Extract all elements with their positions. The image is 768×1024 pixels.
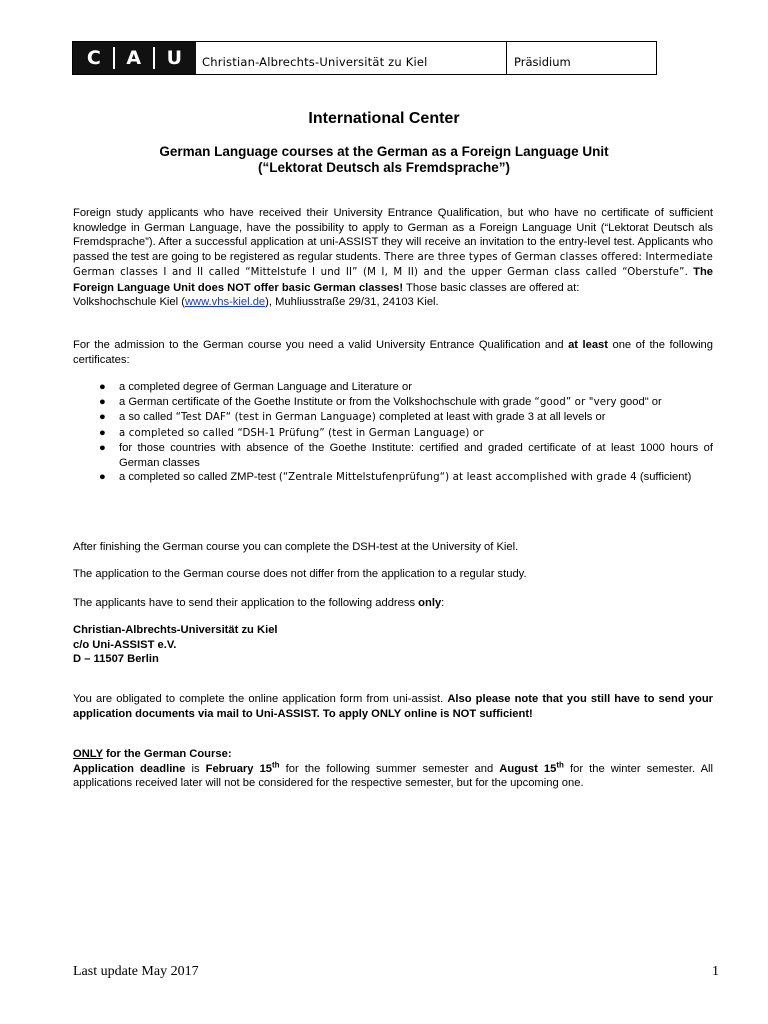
- intro-text: Foreign study applicants who have received their University Entrance Qualification, but who have no certificate of sufficient knowledge in German Language, have the possibility to apply to German as a Foreign Language Unit (“Lektorat Deutsch als Fremdsprache”). After a successful application at uni-ASSIST they will receive an invitation to the entry-level test. Applicants who passed the test are going to be registered as regular students.: [73, 207, 713, 263]
- deadline-paragraph: [73, 747, 713, 791]
- ordinal-suffix: th: [556, 759, 564, 769]
- list-item-text: a completed degree of German Language and Literature or: [119, 381, 412, 393]
- obligation-paragraph: [73, 692, 713, 721]
- page-title: International Center: [308, 110, 460, 127]
- at-least-emphasis: at least: [568, 339, 608, 351]
- send-paragraph: [73, 596, 713, 611]
- bullet-icon: ●: [99, 426, 106, 439]
- logo-divider: [153, 47, 155, 69]
- address-line-2: c/o Uni-ASSIST e.V.: [73, 638, 177, 651]
- logo-divider: [113, 47, 115, 69]
- after-course-paragraph: After finishing the German course you can complete the DSH-test at the University of Kiel.: [73, 541, 519, 553]
- list-item-text: for those countries with absence of the Goethe Institute: certified and graded certificate of at least 1000 hours of German classes: [119, 442, 713, 469]
- send-text: The applicants have to send their application to the following address: [73, 597, 416, 609]
- vhs-link[interactable]: www.vhs-kiel.de: [184, 296, 266, 308]
- no-basic-classes-notice: The Foreign Language Unit does NOT offer basic German classes!: [73, 266, 714, 294]
- list-item: [73, 426, 713, 442]
- mail-required-notice: Also please note that you still have to send your application documents via mail to Uni-ASSIST. To apply ONLY online is NOT sufficient!: [73, 693, 714, 720]
- logo-letter-c: C: [86, 47, 101, 69]
- list-item: [73, 410, 713, 426]
- address-line-1: Christian-Albrechts-Universität zu Kiel: [73, 624, 278, 636]
- deadline-heading-rest: for the German Course:: [105, 748, 232, 760]
- obligation-text: You are obligated to complete the online application form from uni-assist.: [73, 693, 444, 705]
- list-item-text: a completed so called ZMP-test: [119, 471, 276, 483]
- deadline-heading: [73, 747, 713, 762]
- mailing-address: [73, 623, 713, 667]
- ordinal-suffix: th: [272, 759, 280, 769]
- deadline-is: is: [191, 762, 200, 775]
- office-name: Präsidium: [514, 55, 571, 69]
- logo-letter-u: U: [166, 47, 183, 69]
- admission-text: For the admission to the German course you need a valid University Entrance Qualification and: [73, 339, 564, 351]
- winter-deadline-date: August 15: [499, 762, 557, 775]
- deadline-label: Application deadline: [73, 762, 186, 775]
- send-colon: :: [441, 597, 445, 609]
- winter-deadline: [499, 759, 564, 775]
- list-item: [73, 470, 713, 486]
- bullet-icon: ●: [99, 471, 106, 483]
- list-item-text-end: (sufficient): [639, 471, 692, 483]
- deadline-end-text: for the winter semester. All applications received later will not be considered for the respective semester, but for the upcoming one.: [73, 762, 714, 789]
- summer-deadline: [205, 759, 280, 775]
- certificate-list: [73, 380, 713, 486]
- bullet-icon: ●: [99, 442, 106, 454]
- list-item-text-testdaf: “Test DAF“ (test in German Language): [175, 412, 376, 423]
- admission-text-end: one of the following certificates:: [73, 339, 714, 366]
- logo-letter-a: A: [126, 47, 142, 69]
- address-line-3: D – 11507 Berlin: [73, 653, 159, 665]
- cau-logo: [73, 42, 196, 74]
- vhs-address: ), Muhliusstraße 29/31, 24103 Kiel.: [265, 296, 439, 308]
- summer-deadline-date: February 15: [205, 762, 273, 775]
- list-item-text: a so called: [119, 411, 173, 423]
- list-item-text-end: good" or: [619, 395, 662, 408]
- only-emphasis: only: [418, 597, 442, 609]
- bullet-icon: ●: [99, 411, 106, 423]
- bullet-icon: ●: [99, 395, 106, 408]
- letterhead: [72, 41, 657, 75]
- list-item: [73, 441, 713, 470]
- application-paragraph: The application to the German course does not differ from the application to a regular study.: [73, 568, 527, 580]
- only-underlined: ONLY: [73, 748, 103, 760]
- list-item-text-zmp: (“Zentrale Mittelstufenprüfung“) at least accomplished with grade 4: [278, 472, 637, 483]
- intro-paragraph: [73, 206, 713, 310]
- subtitle-line-1: German Language courses at the German as a Foreign Language Unit: [159, 144, 609, 159]
- subtitle-line-2: (“Lektorat Deutsch als Fremdsprache”): [257, 160, 511, 175]
- page-number: 1: [712, 964, 719, 979]
- class-types-text: There are three types of German classes offered: Intermediate German classes I and II called “Mittelstufe I und II” (M I, M II) and the upper German class called “Oberstufe”.: [73, 251, 713, 278]
- list-item: [73, 395, 713, 411]
- list-item-text: a German certificate of the Goethe Institute or from the Volkshochschule with grade: [119, 395, 532, 408]
- list-item-text: a completed so called “DSH-1 Prüfung” (test in German Language) or: [119, 427, 484, 439]
- admission-paragraph: [73, 338, 713, 367]
- list-item-text-end: completed at least with grade 3 at all levels or: [379, 411, 606, 423]
- basic-classes-text: Those basic classes are offered at:: [406, 281, 580, 294]
- last-update: Last update May 2017: [73, 964, 199, 979]
- list-item-text-grade: “good” or "very: [534, 396, 617, 408]
- page-subtitle: [0, 144, 768, 176]
- university-name: Christian-Albrechts-Universität zu Kiel: [196, 42, 507, 74]
- vhs-prefix: Volkshochschule Kiel (: [73, 296, 185, 308]
- bullet-icon: ●: [99, 381, 106, 393]
- deadline-mid-text: for the following summer semester and: [285, 762, 494, 775]
- list-item: [73, 380, 713, 395]
